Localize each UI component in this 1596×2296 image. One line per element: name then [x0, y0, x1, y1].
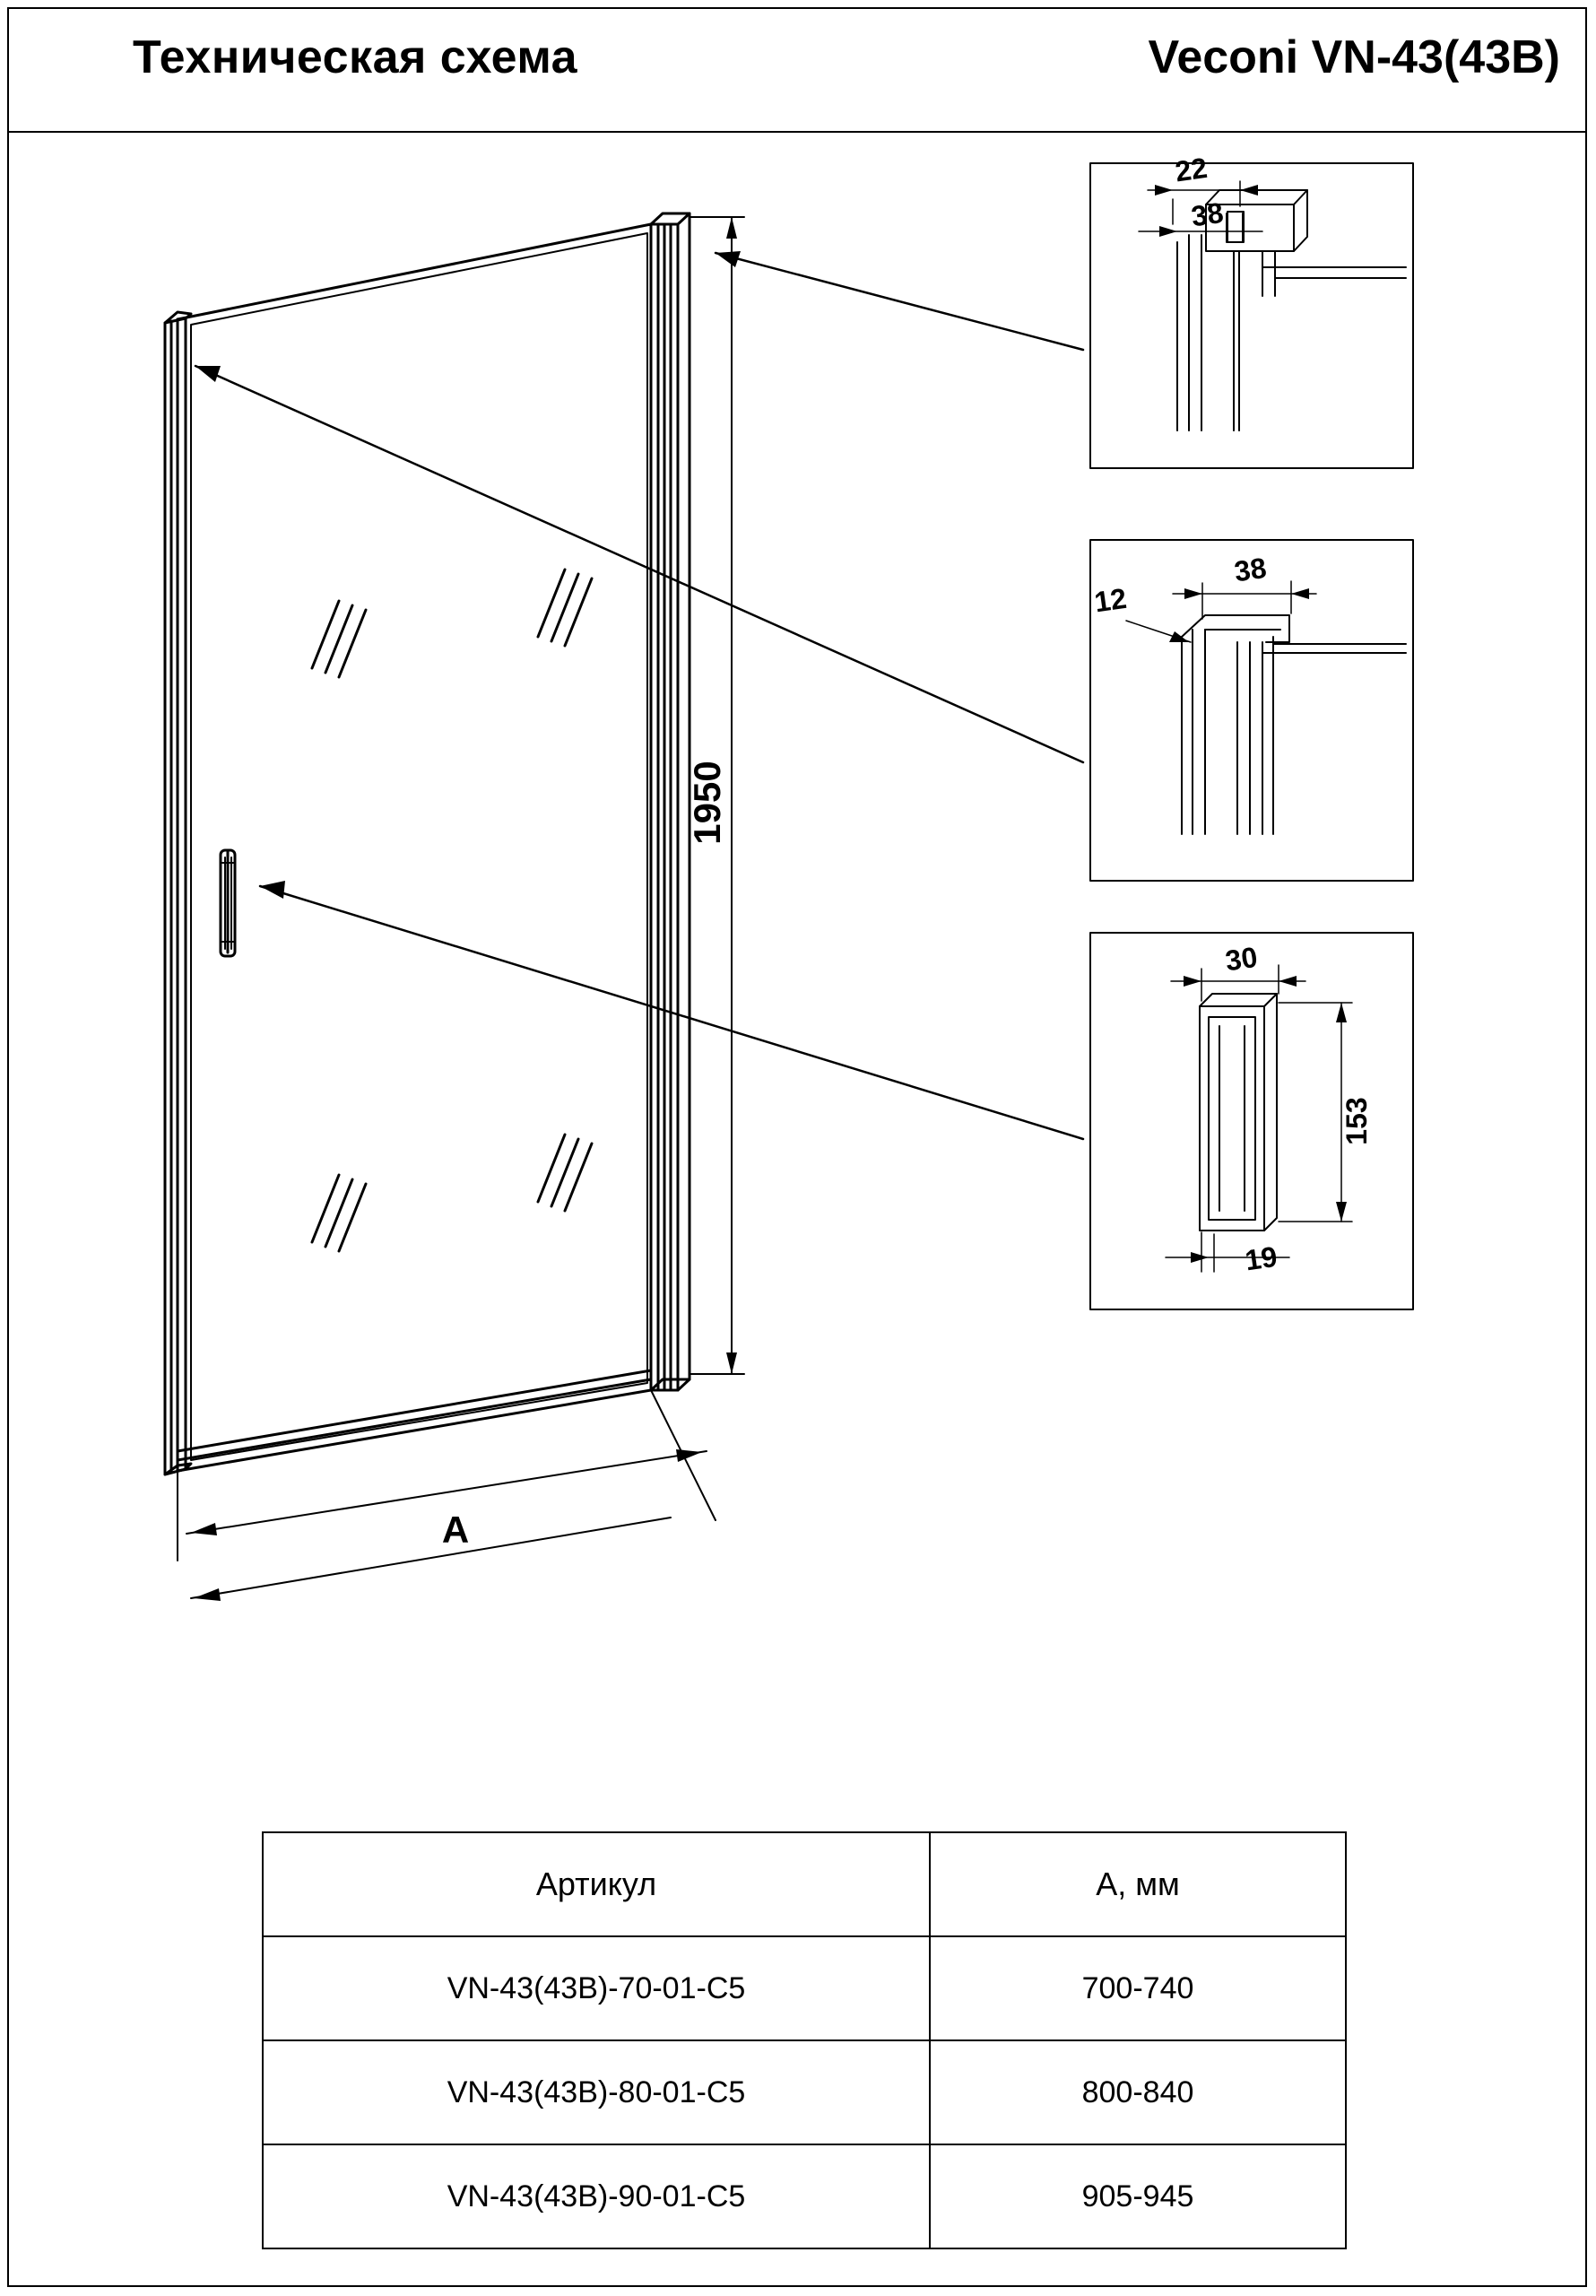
door-glass-panel	[178, 224, 651, 1471]
shower-door-drawing	[7, 135, 1587, 1641]
table-cell-width: 800-840	[930, 2040, 1346, 2144]
page-title: Техническая схема	[133, 31, 578, 83]
table-row	[263, 2040, 1346, 2144]
table-cell-article: VN-43(43B)-80-01-C5	[263, 2040, 930, 2144]
detail-top-dim-22: 22	[1173, 151, 1210, 188]
bottom-rail	[178, 1370, 651, 1460]
table-header-width: A, мм	[930, 1832, 1346, 1936]
table-cell-width: 700-740	[930, 1936, 1346, 2040]
detail-box-top	[1090, 163, 1413, 468]
product-model-title: Veconi VN-43(43B)	[1148, 31, 1560, 83]
width-dimension-label: A	[441, 1509, 470, 1551]
specification-table	[262, 1831, 1347, 2249]
table-header-row	[263, 1832, 1346, 1936]
title-block	[7, 7, 1587, 133]
detail-bottom-dim-19: 19	[1243, 1239, 1279, 1277]
detail-bottom-dim-30: 30	[1223, 940, 1260, 978]
table-cell-width: 905-945	[930, 2144, 1346, 2248]
table-row	[263, 2144, 1346, 2248]
right-vertical-profile	[651, 213, 690, 1390]
leader-lines	[195, 251, 1083, 1139]
detail-box-middle	[1090, 540, 1413, 881]
table-row	[263, 1936, 1346, 2040]
table-header-article: Артикул	[263, 1832, 930, 1936]
table-cell-article: VN-43(43B)-70-01-C5	[263, 1936, 930, 2040]
detail-bottom-dim-153: 153	[1340, 1097, 1373, 1145]
door-handle	[221, 850, 235, 956]
height-dimension-label: 1950	[686, 761, 728, 845]
left-vertical-profile	[165, 312, 191, 1474]
table-cell-article: VN-43(43B)-90-01-C5	[263, 2144, 930, 2248]
detail-middle-dim-38: 38	[1232, 551, 1269, 588]
glass-highlight-marks	[312, 570, 592, 1251]
detail-middle-dim-12: 12	[1092, 581, 1129, 619]
detail-top-dim-38: 38	[1189, 196, 1226, 233]
